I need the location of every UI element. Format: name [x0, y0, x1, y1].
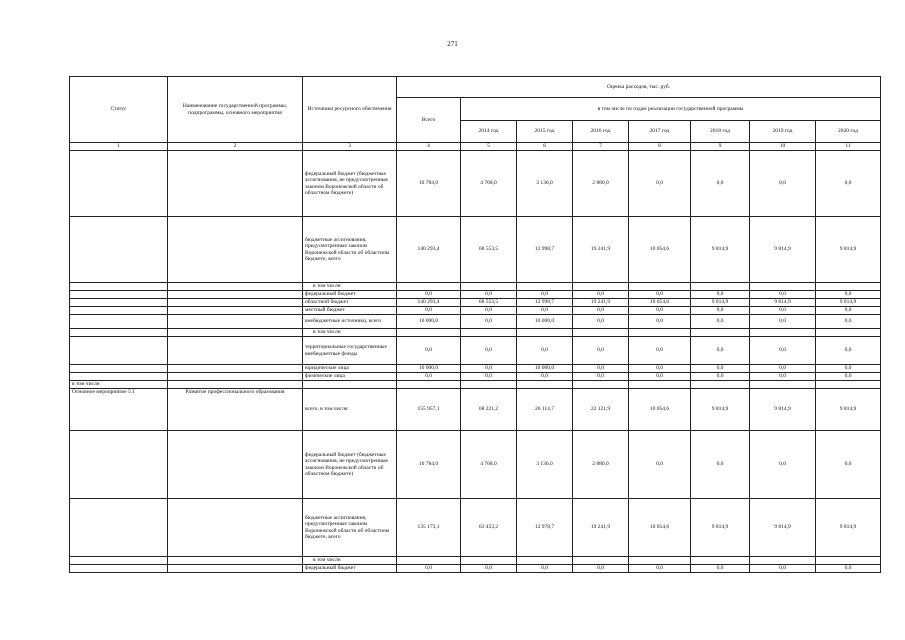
value-cell — [629, 283, 691, 291]
table-row — [70, 283, 881, 291]
value-cell: 0,0 — [750, 431, 816, 499]
value-cell: 0,0 — [816, 431, 881, 499]
source-cell: федеральный бюджет — [303, 291, 397, 299]
value-cell — [397, 283, 461, 291]
value-cell: 9 814,9 — [816, 217, 881, 283]
source-cell: территориальные государственные внебюджетные фонды — [303, 337, 397, 365]
status-cell — [70, 565, 168, 573]
column-number: 11 — [816, 143, 881, 151]
value-cell: 140 293,4 — [397, 299, 461, 307]
value-cell — [750, 283, 816, 291]
status-cell: в том числе: — [70, 381, 168, 389]
value-cell: 0,0 — [816, 291, 881, 299]
value-cell: 0,0 — [816, 337, 881, 365]
header-status: Статус — [70, 77, 168, 143]
value-cell — [461, 557, 517, 565]
column-number: 1 — [70, 143, 168, 151]
value-cell: 9 814,9 — [750, 389, 816, 431]
source-cell: в том числе: — [303, 329, 397, 337]
value-cell: 0,0 — [573, 373, 629, 381]
header-year: 2014 год — [461, 121, 517, 143]
status-cell — [70, 337, 168, 365]
table-row — [70, 217, 881, 283]
value-cell: 0,0 — [750, 365, 816, 373]
header-year: 2017 год — [629, 121, 691, 143]
header-year: 2016 год — [573, 121, 629, 143]
header-year: 2015 год — [517, 121, 573, 143]
value-cell: 10 054,6 — [629, 389, 691, 431]
value-cell: 155 957,1 — [397, 389, 461, 431]
value-cell — [517, 283, 573, 291]
value-cell: 0,0 — [816, 373, 881, 381]
table-row — [70, 557, 881, 565]
value-cell: 0,0 — [397, 307, 461, 315]
name-cell — [168, 431, 303, 499]
column-number: 3 — [303, 143, 397, 151]
value-cell: 3 136,0 — [517, 431, 573, 499]
value-cell: 0,0 — [750, 337, 816, 365]
value-cell: 0,0 — [517, 337, 573, 365]
value-cell — [629, 381, 691, 389]
value-cell: 0,0 — [461, 307, 517, 315]
value-cell — [750, 557, 816, 565]
column-number: 2 — [168, 143, 303, 151]
value-cell: 0,0 — [629, 151, 691, 217]
value-cell: 10 000,0 — [397, 315, 461, 329]
header-year: 2020 год — [816, 121, 881, 143]
value-cell: 9 814,9 — [750, 499, 816, 557]
table-row — [70, 307, 881, 315]
table-row — [70, 329, 881, 337]
value-cell: 0,0 — [691, 431, 750, 499]
table-row — [70, 381, 881, 389]
name-cell — [168, 329, 303, 337]
value-cell: 9 814,9 — [816, 299, 881, 307]
column-number: 8 — [629, 143, 691, 151]
value-cell: 0,0 — [517, 291, 573, 299]
value-cell: 0,0 — [816, 307, 881, 315]
value-cell: 10 000,0 — [517, 365, 573, 373]
status-cell — [70, 283, 168, 291]
source-cell — [303, 381, 397, 389]
name-cell — [168, 151, 303, 217]
name-cell — [168, 337, 303, 365]
value-cell: 0,0 — [691, 307, 750, 315]
value-cell: 0,0 — [397, 337, 461, 365]
value-cell — [816, 381, 881, 389]
value-cell: 9 814,9 — [750, 217, 816, 283]
value-cell: 12 998,7 — [517, 299, 573, 307]
value-cell: 0,0 — [397, 565, 461, 573]
page-number: 271 — [447, 40, 458, 48]
header-year: 2018 год — [691, 121, 750, 143]
status-cell: Основное мероприятие 5.1 — [70, 389, 168, 431]
value-cell: 2 880,0 — [573, 431, 629, 499]
value-cell — [629, 557, 691, 565]
value-cell: 0,0 — [629, 337, 691, 365]
value-cell — [816, 329, 881, 337]
status-cell — [70, 307, 168, 315]
status-cell — [70, 557, 168, 565]
value-cell: 0,0 — [816, 365, 881, 373]
source-cell: в том числе: — [303, 557, 397, 565]
value-cell: 0,0 — [573, 291, 629, 299]
value-cell: 4 768,0 — [461, 431, 517, 499]
value-cell: 0,0 — [691, 337, 750, 365]
table-row — [70, 151, 881, 217]
resource-table — [69, 76, 881, 573]
value-cell: 9 814,9 — [691, 499, 750, 557]
value-cell: 0,0 — [816, 315, 881, 329]
value-cell — [517, 557, 573, 565]
value-cell: 22 121,9 — [573, 389, 629, 431]
value-cell: 0,0 — [397, 291, 461, 299]
header-year: 2019 год — [750, 121, 816, 143]
value-cell: 26 114,7 — [517, 389, 573, 431]
name-cell — [168, 381, 303, 389]
value-cell: 0,0 — [573, 565, 629, 573]
value-cell: 0,0 — [517, 307, 573, 315]
status-cell — [70, 373, 168, 381]
name-cell — [168, 307, 303, 315]
table-row — [70, 365, 881, 373]
value-cell: 10 054,6 — [629, 217, 691, 283]
value-cell: 4 768,0 — [461, 151, 517, 217]
value-cell: 0,0 — [750, 307, 816, 315]
value-cell: 9 814,9 — [691, 217, 750, 283]
value-cell: 0,0 — [461, 565, 517, 573]
source-cell: бюджетные ассигнования, предусмотренные законом Воронежской области об областном бюджете, всего — [303, 217, 397, 283]
value-cell: 0,0 — [629, 565, 691, 573]
value-cell: 0,0 — [691, 373, 750, 381]
value-cell: 0,0 — [750, 373, 816, 381]
status-cell — [70, 365, 168, 373]
value-cell — [517, 381, 573, 389]
source-cell: физические лица — [303, 373, 397, 381]
value-cell: 0,0 — [461, 291, 517, 299]
value-cell: 0,0 — [629, 431, 691, 499]
value-cell: 0,0 — [517, 565, 573, 573]
value-cell: 0,0 — [816, 151, 881, 217]
value-cell: 3 136,0 — [517, 151, 573, 217]
status-cell — [70, 217, 168, 283]
value-cell: 19 241,9 — [573, 217, 629, 283]
value-cell: 0,0 — [517, 373, 573, 381]
value-cell: 0,0 — [573, 315, 629, 329]
value-cell: 9 814,9 — [750, 299, 816, 307]
name-cell: Развитие профессионального образования — [168, 389, 303, 431]
status-cell — [70, 431, 168, 499]
value-cell: 0,0 — [691, 315, 750, 329]
column-number: 6 — [517, 143, 573, 151]
header-name: Наименование государственной программы, подпрограммы, основного мероприятия — [168, 77, 303, 143]
value-cell — [573, 557, 629, 565]
column-number: 10 — [750, 143, 816, 151]
column-number: 9 — [691, 143, 750, 151]
value-cell: 10 054,6 — [629, 299, 691, 307]
header-total: Всего — [397, 98, 461, 143]
value-cell — [461, 329, 517, 337]
source-cell: внебюджетные источники, всего — [303, 315, 397, 329]
name-cell — [168, 291, 303, 299]
value-cell: 0,0 — [461, 365, 517, 373]
value-cell — [461, 283, 517, 291]
source-cell: федеральный бюджет — [303, 565, 397, 573]
value-cell — [816, 283, 881, 291]
value-cell — [573, 381, 629, 389]
name-cell — [168, 557, 303, 565]
value-cell — [629, 329, 691, 337]
value-cell: 9 814,9 — [691, 389, 750, 431]
header-by-years: в том числе по годам реализации государственной программы — [461, 98, 881, 121]
value-cell: 10 784,0 — [397, 151, 461, 217]
value-cell: 63 453,2 — [461, 499, 517, 557]
value-cell — [691, 381, 750, 389]
value-cell: 0,0 — [573, 337, 629, 365]
value-cell: 68 553,5 — [461, 299, 517, 307]
value-cell — [517, 329, 573, 337]
value-cell: 10 000,0 — [397, 365, 461, 373]
value-cell — [397, 557, 461, 565]
status-cell — [70, 315, 168, 329]
value-cell: 0,0 — [573, 307, 629, 315]
status-cell — [70, 291, 168, 299]
value-cell: 135 173,1 — [397, 499, 461, 557]
value-cell: 0,0 — [750, 565, 816, 573]
value-cell: 9 814,9 — [816, 389, 881, 431]
value-cell — [691, 283, 750, 291]
source-cell: бюджетные ассигнования, предусмотренные законом Воронежской области об областном бюджете, всего — [303, 499, 397, 557]
source-cell: областной бюджет — [303, 299, 397, 307]
source-cell: местный бюджет — [303, 307, 397, 315]
table-row — [70, 499, 881, 557]
table-row — [70, 291, 881, 299]
value-cell: 0,0 — [750, 151, 816, 217]
value-cell: 0,0 — [461, 337, 517, 365]
source-cell: в том числе: — [303, 283, 397, 291]
value-cell: 0,0 — [397, 373, 461, 381]
value-cell: 12 978,7 — [517, 499, 573, 557]
value-cell: 9 814,9 — [691, 299, 750, 307]
value-cell: 140 293,4 — [397, 217, 461, 283]
value-cell — [461, 381, 517, 389]
value-cell — [691, 329, 750, 337]
value-cell: 0,0 — [816, 565, 881, 573]
value-cell: 0,0 — [691, 565, 750, 573]
value-cell — [573, 329, 629, 337]
table-row — [70, 299, 881, 307]
column-number: 4 — [397, 143, 461, 151]
source-cell: юридические лица — [303, 365, 397, 373]
status-cell — [70, 329, 168, 337]
table-row — [70, 431, 881, 499]
value-cell: 0,0 — [629, 373, 691, 381]
value-cell: 19 241,9 — [573, 299, 629, 307]
value-cell: 68 221,2 — [461, 389, 517, 431]
value-cell: 10 054,6 — [629, 499, 691, 557]
header-source: Источники ресурсного обеспечения — [303, 77, 397, 143]
column-number: 5 — [461, 143, 517, 151]
column-number: 7 — [573, 143, 629, 151]
value-cell: 0,0 — [750, 291, 816, 299]
value-cell: 0,0 — [691, 365, 750, 373]
value-cell — [816, 557, 881, 565]
value-cell: 10 784,0 — [397, 431, 461, 499]
value-cell: 0,0 — [629, 307, 691, 315]
table-row — [70, 373, 881, 381]
source-cell: федеральный бюджет (бюджетные ассигнования, не предусмотренные законом Воронежской области об областном бюджете) — [303, 151, 397, 217]
value-cell: 10 000,0 — [517, 315, 573, 329]
value-cell — [750, 381, 816, 389]
value-cell: 12 998,7 — [517, 217, 573, 283]
value-cell — [750, 329, 816, 337]
value-cell — [397, 381, 461, 389]
value-cell: 9 814,9 — [816, 499, 881, 557]
value-cell: 0,0 — [461, 315, 517, 329]
table-row — [70, 337, 881, 365]
table-row — [70, 315, 881, 329]
value-cell — [691, 557, 750, 565]
source-cell: федеральный бюджет (бюджетные ассигнования, не предусмотренные законом Воронежской области об областном бюджете) — [303, 431, 397, 499]
name-cell — [168, 299, 303, 307]
table-row — [70, 565, 881, 573]
value-cell: 0,0 — [629, 315, 691, 329]
name-cell — [168, 283, 303, 291]
value-cell: 0,0 — [629, 365, 691, 373]
value-cell: 0,0 — [691, 291, 750, 299]
value-cell — [573, 283, 629, 291]
value-cell: 0,0 — [573, 365, 629, 373]
value-cell: 0,0 — [691, 151, 750, 217]
value-cell: 68 553,5 — [461, 217, 517, 283]
name-cell — [168, 373, 303, 381]
value-cell: 0,0 — [629, 291, 691, 299]
source-cell: всего, в том числе: — [303, 389, 397, 431]
value-cell — [397, 329, 461, 337]
name-cell — [168, 499, 303, 557]
table-row — [70, 389, 881, 431]
value-cell: 19 241,9 — [573, 499, 629, 557]
value-cell: 2 880,0 — [573, 151, 629, 217]
header-estimate: Оценка расходов, тыс. руб. — [397, 77, 881, 98]
value-cell: 0,0 — [750, 315, 816, 329]
status-cell — [70, 499, 168, 557]
name-cell — [168, 365, 303, 373]
name-cell — [168, 565, 303, 573]
name-cell — [168, 315, 303, 329]
status-cell — [70, 299, 168, 307]
status-cell — [70, 151, 168, 217]
value-cell: 0,0 — [461, 373, 517, 381]
name-cell — [168, 217, 303, 283]
